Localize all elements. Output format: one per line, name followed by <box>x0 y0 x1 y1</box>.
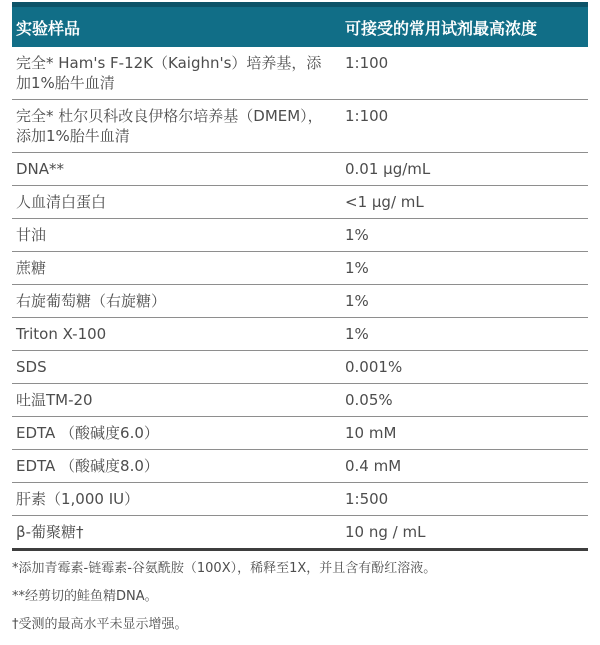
footnotes <box>12 561 588 632</box>
reagent-concentration-table <box>12 2 588 645</box>
max-concentration-cell: 1% <box>345 226 369 244</box>
sample-cell: 肝素（1,000 IU） <box>16 490 140 508</box>
sample-cell: 吐温TM-20 <box>16 391 93 409</box>
sample-cell: β-葡聚糖† <box>16 523 84 541</box>
sample-cell: DNA** <box>16 160 65 178</box>
table-row <box>12 351 588 384</box>
sample-cell: SDS <box>16 358 47 376</box>
table-header-row <box>12 2 588 47</box>
max-concentration-cell: 1:100 <box>345 54 389 72</box>
max-concentration-cell: 0.01 µg/mL <box>345 160 431 178</box>
max-concentration-cell: 10 mM <box>345 424 397 442</box>
table-row <box>12 100 588 153</box>
footnote-dagger: †受测的最高水平未显示增强。 <box>12 617 188 632</box>
sample-cell: 完全* Ham's F-12K（Kaighn's）培养基，添加1%胎牛血清 <box>16 54 322 92</box>
table-row <box>12 153 588 186</box>
table-row <box>12 516 588 551</box>
sample-cell: EDTA （酸碱度6.0） <box>16 424 159 442</box>
table-row <box>12 186 588 219</box>
table-row <box>12 252 588 285</box>
sample-cell: 完全* 杜尔贝科改良伊格尔培养基（DMEM），添加1%胎牛血清 <box>16 107 323 145</box>
max-concentration-cell: 0.001% <box>345 358 403 376</box>
table-row <box>12 417 588 450</box>
max-concentration-cell: 1% <box>345 292 369 310</box>
max-concentration-cell: 10 ng / mL <box>345 523 426 541</box>
sample-cell: 甘油 <box>16 226 47 244</box>
max-concentration-cell: 0.05% <box>345 391 393 409</box>
max-concentration-cell: <1 µg/ mL <box>345 193 424 211</box>
table-row <box>12 219 588 252</box>
footnote-dna: **经剪切的鲑鱼精DNA。 <box>12 589 158 604</box>
max-concentration-cell: 1:500 <box>345 490 389 508</box>
column-header-max-concentration: 可接受的常用试剂最高浓度 <box>345 18 538 38</box>
max-concentration-cell: 0.4 mM <box>345 457 402 475</box>
max-concentration-cell: 1% <box>345 325 369 343</box>
max-concentration-cell: 1% <box>345 259 369 277</box>
table-row <box>12 450 588 483</box>
table-row <box>12 47 588 100</box>
table-body <box>12 47 588 551</box>
column-header-sample: 实验样品 <box>16 18 81 38</box>
table-row <box>12 384 588 417</box>
sample-cell: 右旋葡萄糖（右旋糖） <box>16 292 167 310</box>
table-row <box>12 285 588 318</box>
sample-cell: 人血清白蛋白 <box>16 193 107 211</box>
max-concentration-cell: 1:100 <box>345 107 389 125</box>
footnote-supplement: *添加青霉素-链霉素-谷氨酰胺（100X），稀释至1X，并且含有酚红溶液。 <box>12 561 437 576</box>
sample-cell: 蔗糖 <box>16 259 47 277</box>
table-row <box>12 483 588 516</box>
sample-cell: EDTA （酸碱度8.0） <box>16 457 159 475</box>
table-row <box>12 318 588 351</box>
sample-cell: Triton X-100 <box>16 325 107 343</box>
